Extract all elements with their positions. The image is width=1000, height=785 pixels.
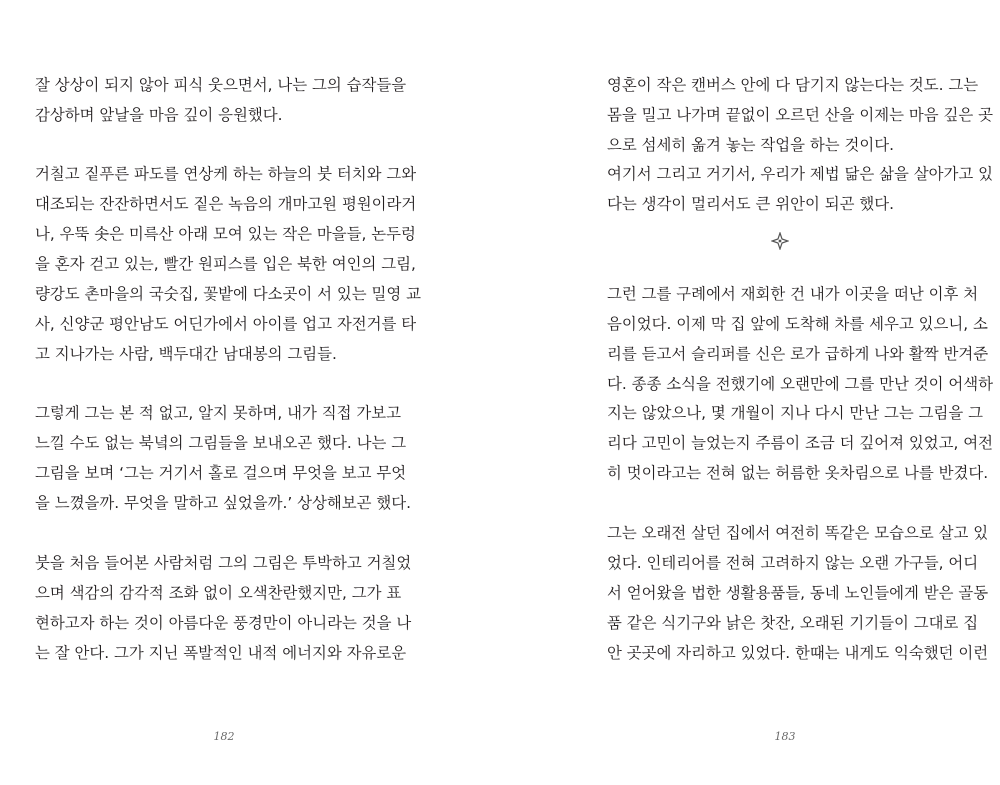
text-line: 현하고자 하는 것이 아름다운 풍경만이 아니라는 것을 나 [35, 614, 412, 632]
text-line: 을 혼자 걷고 있는, 빨간 원피스를 입은 북한 여인의 그림, [35, 255, 416, 273]
text-line: 사, 신양군 평안남도 어딘가에서 아이를 업고 자전거를 타 [35, 315, 417, 333]
text-line: 느낄 수도 없는 북녘의 그림들을 보내오곤 했다. 나는 그 [35, 434, 407, 452]
page-number: 183 [774, 730, 796, 743]
page-number: 182 [213, 730, 235, 743]
text-line: 으로 섬세히 옮겨 놓는 작업을 하는 것이다. [607, 136, 894, 154]
text-line: 안 곳곳에 자리하고 있었다. 한때는 내게도 익숙했던 이런 [607, 644, 989, 662]
text-line: 리를 듣고서 슬리퍼를 신은 로가 급하게 나와 활짝 반겨준 [607, 345, 989, 363]
text-line: 그림을 보며 ‘그는 거기서 홀로 걸으며 무엇을 보고 무엇 [35, 464, 407, 482]
text-line: 잘 상상이 되지 않아 피식 웃으면서, 나는 그의 습작들을 [35, 76, 407, 94]
text-line: 대조되는 잔잔하면서도 짙은 녹음의 개마고원 평원이라거 [35, 195, 417, 213]
text-line: 감상하며 앞날을 마음 깊이 응원했다. [35, 106, 283, 124]
text-line: 히 멋이라고는 전혀 없는 허름한 옷차림으로 나를 반겼다. [607, 464, 989, 482]
text-line: 량강도 촌마을의 국숫집, 꽃밭에 다소곳이 서 있는 밀영 교 [35, 285, 421, 303]
text-line: 음이었다. 이제 막 집 앞에 도착해 차를 세우고 있으니, 소 [607, 315, 988, 333]
text-line: 붓을 처음 들어본 사람처럼 그의 그림은 투박하고 거칠었 [35, 554, 412, 572]
ornament-diamond-icon [771, 232, 789, 250]
text-line: 몸을 밀고 나가며 끝없이 오르던 산을 이제는 마음 깊은 곳 [607, 106, 993, 124]
text-line: 다. 종종 소식을 전했기에 오랜만에 그를 만난 것이 어색하 [607, 375, 993, 393]
text-line: 거칠고 짙푸른 파도를 연상케 하는 하늘의 붓 터치와 그와 [35, 165, 417, 183]
text-line: 는 잘 안다. 그가 지닌 폭발적인 내적 에너지와 자유로운 [35, 644, 407, 662]
text-line: 서 얻어왔을 법한 생활용품들, 동네 노인들에게 받은 골동 [607, 584, 989, 602]
text-line: 으며 색감의 감각적 조화 없이 오색찬란했지만, 그가 표 [35, 584, 402, 602]
text-line: 었다. 인테리어를 전혀 고려하지 않는 오랜 가구들, 어디 [607, 554, 979, 572]
text-line: 다는 생각이 멀리서도 큰 위안이 되곤 했다. [607, 195, 894, 213]
text-line: 고 지나가는 사람, 백두대간 남대봉의 그림들. [35, 345, 337, 363]
text-line: 지는 않았으나, 몇 개월이 지나 다시 만난 그는 그림을 그 [607, 404, 984, 422]
text-line: 여기서 그리고 거기서, 우리가 제법 닮은 삶을 살아가고 있 [607, 165, 993, 183]
text-line: 그렇게 그는 본 적 없고, 알지 못하며, 내가 직접 가보고 [35, 404, 402, 422]
text-line: 영혼이 작은 캔버스 안에 다 담기지 않는다는 것도. 그는 [607, 76, 979, 94]
text-line: 그런 그를 구례에서 재회한 건 내가 이곳을 떠난 이후 처 [607, 285, 979, 303]
text-line: 나, 우뚝 솟은 미륵산 아래 모여 있는 작은 마을들, 논두렁 [35, 225, 416, 243]
text-line: 그는 오래전 살던 집에서 여전히 똑같은 모습으로 살고 있 [607, 524, 989, 542]
text-line: 을 느꼈을까. 무엇을 말하고 싶었을까.’ 상상해보곤 했다. [35, 494, 412, 512]
text-line: 리다 고민이 늘었는지 주름이 조금 더 깊어져 있었고, 여전 [607, 434, 993, 452]
right-page [500, 0, 1000, 785]
text-line: 품 같은 식기구와 낡은 찻잔, 오래된 기기들이 그대로 집 [607, 614, 979, 632]
